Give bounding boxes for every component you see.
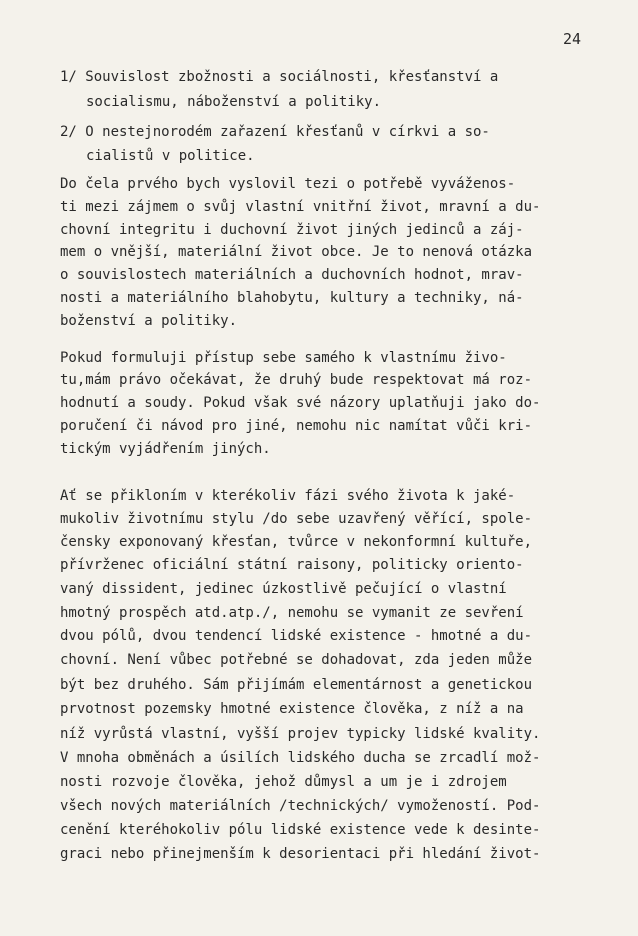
text-line: být bez druhého. Sám přijímám elementárnost a genetickou — [60, 677, 533, 693]
text-line: poručení či návod pro jiné, nemohu nic namítat vůči kri- — [60, 418, 533, 434]
text-line: tickým vyjádřením jiných. — [60, 441, 271, 457]
text-line: dvou pólů, dvou tendencí lidské existence - hmotné a du- — [60, 628, 533, 644]
text-line: níž vyrůstá vlastní, vyšší projev typicky lidské kvality. — [60, 726, 541, 742]
text-line: 1/ Souvislost zbožnosti a sociálnosti, křesťanství a — [60, 69, 499, 85]
text-line: přívrženec oficiální státní raisony, politicky oriento- — [60, 557, 524, 573]
text-line: hmotný prospěch atd.atp./, nemohu se vymanit ze sevření — [60, 605, 524, 621]
text-line: chovní integritu i duchovní život jiných jedinců a záj- — [60, 222, 524, 238]
text-line: boženství a politiky. — [60, 313, 238, 329]
text-line: Pokud formuluji přístup sebe samého k vlastnímu živo- — [60, 350, 507, 366]
text-line: 2/ O nestejnorodém zařazení křesťanů v církvi a so- — [60, 124, 490, 140]
text-line: nosti rozvoje člověka, jehož důmysl a um je i zdrojem — [60, 774, 507, 790]
page-number: 24 — [563, 30, 582, 48]
text-line: mukoliv životnímu stylu /do sebe uzavřený věřící, spole- — [60, 511, 533, 527]
text-line: V mnoha obměnách a úsilích lidského ducha se zrcadlí mož- — [60, 750, 541, 766]
text-line: Ať se přikloním v kterékoliv fázi svého života k jaké- — [60, 488, 516, 504]
text-line: Do čela prvého bych vyslovil tezi o potřebě vyváženos- — [60, 176, 516, 192]
text-line: graci nebo přinejmenším k desorientaci při hledání život- — [60, 846, 541, 862]
text-line: tu,mám právo očekávat, že druhý bude respektovat má roz- — [60, 372, 533, 388]
text-line: nosti a materiálního blahobytu, kultury a techniky, ná- — [60, 290, 524, 306]
text-line: prvotnost pozemsky hmotné existence člověka, z níž a na — [60, 701, 524, 717]
text-line: socialismu, náboženství a politiky. — [86, 94, 382, 110]
text-line: hodnutí a soudy. Pokud však své názory uplatňuji jako do- — [60, 395, 541, 411]
text-line: cialistů v politice. — [86, 148, 255, 164]
text-line: ti mezi zájmem o svůj vlastní vnitřní život, mravní a du- — [60, 199, 541, 215]
text-line: čensky exponovaný křesťan, tvůrce v nekonformní kultuře, — [60, 534, 533, 550]
text-line: všech nových materiálních /technických/ vymožeností. Pod- — [60, 798, 541, 814]
text-line: cenění kteréhokoliv pólu lidské existence vede k desinte- — [60, 822, 541, 838]
text-line: o souvislostech materiálních a duchovních hodnot, mrav- — [60, 267, 524, 283]
text-line: chovní. Není vůbec potřebné se dohadovat, zda jeden může — [60, 652, 533, 668]
text-line: mem o vnější, materiální život obce. Je to nenová otázka — [60, 244, 533, 260]
text-line: vaný dissident, jedinec úzkostlivě pečující o vlastní — [60, 581, 507, 597]
